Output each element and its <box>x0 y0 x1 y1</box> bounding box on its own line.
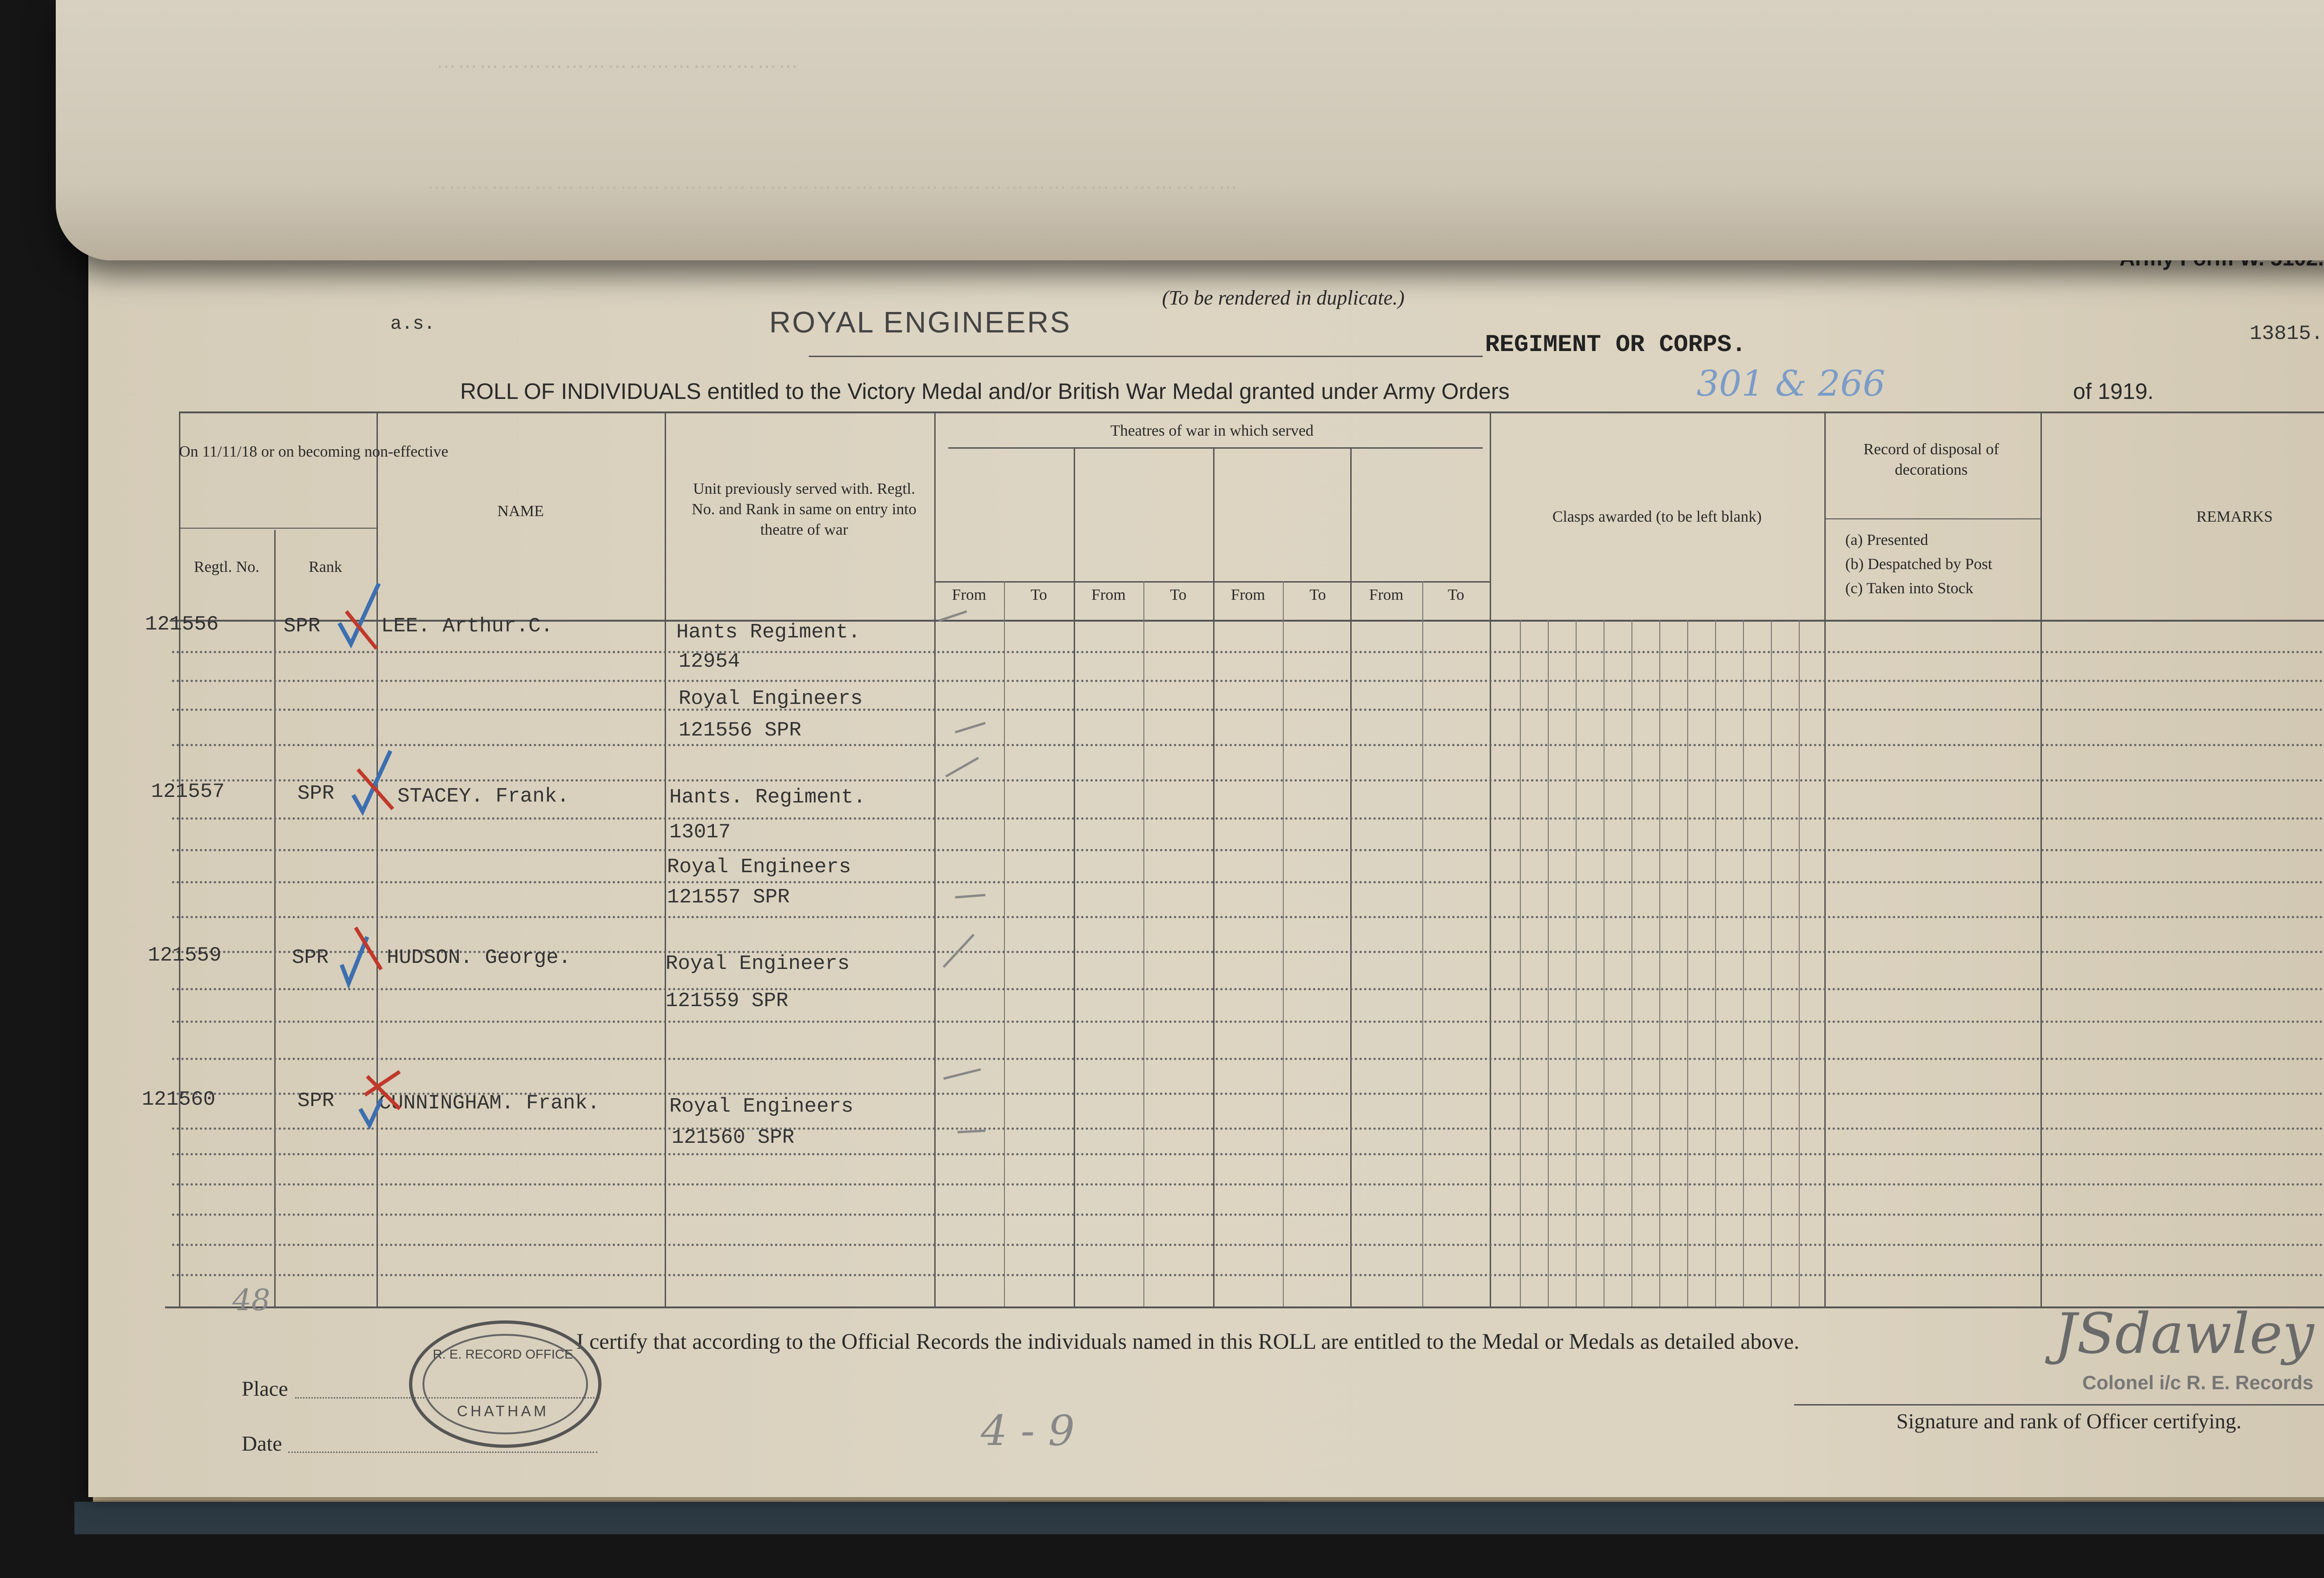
row-line <box>172 881 2324 883</box>
header-name: NAME <box>497 503 544 520</box>
col-line <box>665 411 666 1306</box>
clasp-col-line <box>1548 620 1549 1306</box>
header-remarks: REMARKS <box>2196 508 2273 525</box>
row-line <box>172 916 2324 918</box>
row-line <box>172 744 2324 746</box>
row-line <box>172 651 2324 653</box>
margin-note: 48 <box>232 1283 271 1318</box>
row-line <box>172 1058 2324 1060</box>
col-line <box>274 530 276 1306</box>
disposal-header-border <box>1824 518 2040 519</box>
entry-regtl-no: 121559 <box>148 944 222 967</box>
clasp-col-line <box>1576 620 1577 1306</box>
entry-unit-line: Hants. Regiment. <box>669 786 866 809</box>
header-from: From <box>1369 586 1404 603</box>
officer-title: Colonel i/c R. E. Records <box>2082 1372 2314 1393</box>
entry-unit-line: Royal Engineers <box>669 1095 854 1118</box>
entry-unit-line: Royal Engineers <box>666 952 850 975</box>
header-from: From <box>1091 586 1126 603</box>
date-label: Date <box>242 1432 282 1455</box>
header-rank: Rank <box>309 558 342 576</box>
entry-unit-line: Royal Engineers <box>667 855 852 879</box>
col-line <box>179 411 180 1306</box>
entry-regtl-no: 121557 <box>151 780 225 803</box>
row-line <box>172 1244 2324 1246</box>
header-theatres: Theatres of war in which served <box>1110 422 1314 439</box>
row-line <box>172 1021 2324 1023</box>
row-line <box>172 1183 2324 1186</box>
col-line <box>376 411 378 1306</box>
clasp-col-line <box>1687 620 1688 1306</box>
clasp-col-line <box>1520 620 1521 1306</box>
header-on-date: On 11/11/18 or on becoming non-effective <box>179 443 449 460</box>
curl-ghost-text: ⋯⋯⋯⋯⋯⋯⋯⋯⋯⋯⋯⋯⋯⋯⋯⋯⋯ <box>437 58 800 79</box>
army-orders-handwritten: 301 & 266 <box>1697 363 1886 404</box>
col-line <box>1824 411 1826 1306</box>
signature-caption: Signature and rank of Officer certifying. <box>1896 1409 2242 1433</box>
header-clasps: Clasps awarded (to be left blank) <box>1552 508 1762 525</box>
theatre-from-to-line <box>1143 581 1144 1306</box>
roll-title: ROLL OF INDIVIDUALS entitled to the Victory Medal and/or British War Medal granted under Army Orders <box>460 379 1510 404</box>
corps-name: ROYAL ENGINEERS <box>769 305 1071 339</box>
entry-regtl-no: 121560 <box>142 1088 216 1111</box>
row-line <box>172 709 2324 711</box>
year-label: of 1919. <box>2073 379 2154 404</box>
duplicate-note: (To be rendered in duplicate.) <box>1162 286 1405 309</box>
entry-rank: SPR <box>297 782 335 805</box>
serial-number: 13815. <box>2250 322 2324 345</box>
row-line <box>172 988 2324 990</box>
curl-ghost-text: ⋯⋯⋯⋯⋯⋯⋯⋯⋯⋯⋯⋯⋯⋯⋯⋯⋯⋯⋯⋯⋯⋯⋯⋯⋯⋯⋯⋯⋯⋯⋯⋯⋯⋯⋯⋯⋯⋯ <box>428 179 1240 199</box>
entry-rank: SPR <box>292 946 329 969</box>
row-line <box>172 849 2324 851</box>
regtl-header-border <box>179 528 376 529</box>
entry-name: STACEY. Frank. <box>397 785 569 808</box>
certification-text: I certify that according to the Official Records the individuals named in this ROLL are entitled to the Medal or Medals as detailed above. <box>576 1329 1800 1354</box>
theatre-sub-border <box>948 447 1483 449</box>
check-mark-icon <box>346 742 402 816</box>
clasp-col-line <box>1743 620 1744 1306</box>
stamp-bottom-text: CHATHAM <box>457 1403 549 1419</box>
theatre-col-line <box>1074 447 1075 1306</box>
table-top-border <box>179 411 2324 413</box>
col-line <box>2040 411 2042 1306</box>
header-to: To <box>1447 586 1465 603</box>
entry-rank: SPR <box>297 1089 335 1113</box>
clasp-col-line <box>1799 620 1800 1306</box>
entry-name: HUDSON. George. <box>387 946 571 969</box>
header-disposal-title: Record of disposal of decorations <box>1863 441 1999 479</box>
row-line <box>172 1153 2324 1155</box>
check-mark-icon <box>335 918 390 993</box>
margin-note: 4 - 9 <box>981 1406 1075 1455</box>
pencil-marks <box>934 609 1009 1167</box>
row-line <box>172 779 2324 782</box>
entry-regtl-no: 121556 <box>145 613 219 636</box>
entry-unit-line: 12954 <box>679 650 740 673</box>
date-line <box>288 1452 597 1453</box>
theatre-from-to-line <box>1283 581 1284 1306</box>
entry-unit-line: 121557 SPR <box>667 886 790 909</box>
clasp-col-line <box>1771 620 1772 1306</box>
row-line <box>172 817 2324 820</box>
curled-previous-page <box>56 0 2324 260</box>
regiment-label: REGIMENT OR CORPS. <box>1485 331 1746 358</box>
entry-unit-line: 121556 SPR <box>679 719 802 742</box>
theatre-from-to-line <box>1422 581 1423 1306</box>
clasp-col-line <box>1715 620 1716 1306</box>
row-line <box>172 1213 2324 1216</box>
header-to: To <box>1170 586 1187 603</box>
header-unit: Unit previously served with. Regtl. No. and Rank in same on entry into theatre of war <box>692 480 917 539</box>
header-from: From <box>952 586 986 603</box>
row-line <box>172 1274 2324 1276</box>
check-mark-icon <box>353 1062 409 1137</box>
book-cover <box>74 1502 2324 1534</box>
corps-underline <box>809 356 1483 357</box>
stamp-top-text: R. E. RECORD OFFICE <box>433 1347 573 1361</box>
theatre-from-to-border <box>934 581 1490 583</box>
entry-name: LEE. Arthur.C. <box>381 615 553 638</box>
entry-rank: SPR <box>284 615 321 638</box>
check-mark-icon <box>332 579 388 653</box>
entry-unit-line: 121559 SPR <box>666 989 789 1013</box>
entry-unit-line: Hants Regiment. <box>676 621 861 644</box>
row-line <box>172 1127 2324 1130</box>
theatre-col-line <box>1213 447 1215 1306</box>
place-label: Place <box>242 1377 288 1400</box>
col-line <box>1490 411 1491 1306</box>
signature-line <box>1794 1404 2324 1406</box>
header-to: To <box>1309 586 1326 603</box>
header-disposal-b: (b) Despatched by Post <box>1845 556 1993 573</box>
theatre-col-line <box>1350 447 1352 1306</box>
header-regtl-no: Regtl. No. <box>194 558 259 576</box>
header-from: From <box>1231 586 1265 603</box>
table-bottom-border <box>165 1306 2324 1308</box>
clasp-col-line <box>1631 620 1632 1306</box>
entry-name: CUNNINGHAM. Frank. <box>379 1092 600 1115</box>
clasp-col-line <box>1659 620 1660 1306</box>
entry-unit-line: Royal Engineers <box>679 687 863 710</box>
corps-prefix: a.s. <box>390 314 436 335</box>
record-office-stamp <box>409 1320 601 1448</box>
officer-signature: JSdawley <box>2054 1302 2314 1366</box>
header-disposal-a: (a) Presented <box>1845 531 1928 549</box>
entry-unit-line: 121560 SPR <box>672 1126 795 1149</box>
row-line <box>172 680 2324 682</box>
header-to: To <box>1030 586 1047 603</box>
header-disposal-c: (c) Taken into Stock <box>1845 580 1974 597</box>
entry-unit-line: 13017 <box>669 821 731 844</box>
